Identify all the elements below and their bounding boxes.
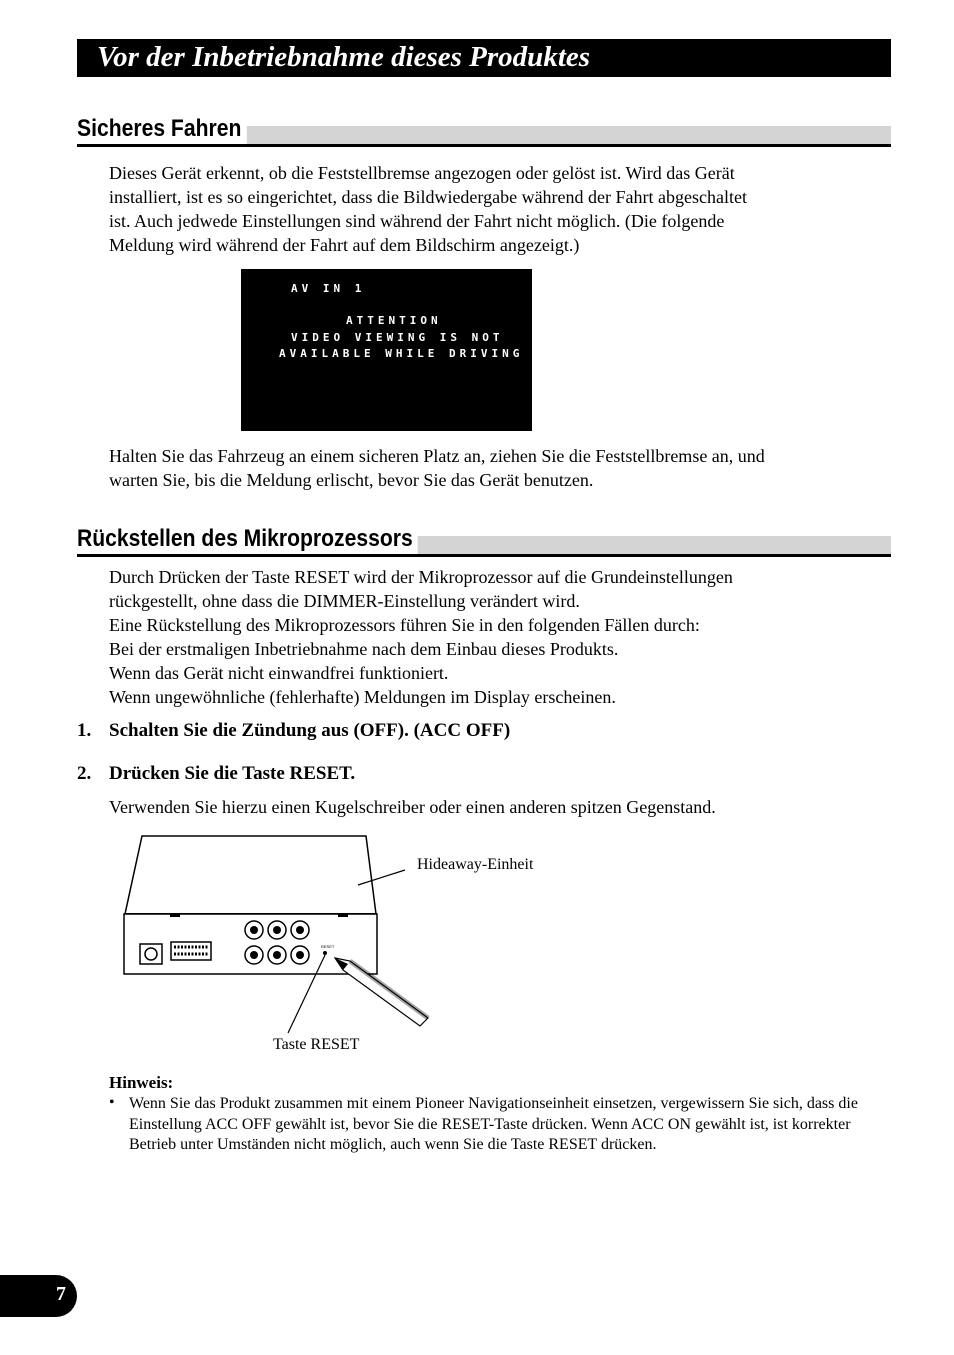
chapter-title-bar [77,39,891,77]
step-2 [77,763,355,785]
text-line: warten Sie, bis die Meldung erlischt, bevor Sie das Gerät benutzen. [109,470,594,490]
connector-icon [171,942,211,960]
step-2-detail [109,795,869,819]
text-line: installiert, ist es so eingerichtet, dass die Bildwiedergabe während der Fahrt abgeschaltet [109,187,747,207]
step-number: 1. [77,720,92,741]
note-label: Hinweis: [109,1073,174,1092]
parking-instruction-paragraph [109,444,869,492]
warning-screen-image [241,269,532,431]
screen-warning-line-2: AVAILABLE WHILE DRIVING [279,347,524,360]
page-number-tab [0,1275,77,1317]
power-jack-icon [140,944,162,964]
text-line: ist. Auch jedwede Einstellungen sind während der Fahrt nicht möglich. (Die folgende [109,211,725,231]
screen-attention-text: ATTENTION [346,314,442,327]
text-line: Bei der erstmaligen Inbetriebnahme nach dem Einbau dieses Produkts. [109,639,619,659]
section-heading-text: Sicheres Fahren [77,114,247,144]
pen-icon [335,958,428,1026]
text-line: Meldung wird während der Fahrt auf dem Bildschirm angezeigt.) [109,235,580,255]
unit-notch [338,914,348,917]
section-heading-reset-microprocessor [77,521,891,557]
note-block [109,1073,869,1153]
screen-warning-line-1: VIDEO VIEWING IS NOT [291,331,504,344]
bullet-marker: • [109,1094,115,1111]
step-1 [77,720,510,742]
page-number: 7 [56,1283,66,1305]
text-line: Halten Sie das Fahrzeug an einem sicheren Platz an, ziehen Sie die Feststellbremse an, und [109,446,765,466]
text-line: Wenn das Gerät nicht einwandfrei funktioniert. [109,663,449,683]
reset-button-icon[interactable] [323,951,327,955]
safe-driving-paragraph [109,161,869,257]
step-number: 2. [77,763,92,784]
chapter-title: Vor der Inbetriebnahme dieses Produktes [97,41,591,73]
text-line: Durch Drücken der Taste RESET wird der Mikroprozessor auf die Grundeinstellungen [109,567,733,587]
reset-button-label: Taste RESET [273,1036,360,1053]
screen-source-text: AV IN 1 [291,282,366,295]
section-heading-safe-driving [77,111,891,147]
text-line: Dieses Gerät erkennt, ob die Feststellbremse angezogen oder gelöst ist. Wird das Gerät [109,163,735,183]
reset-description-paragraph [109,565,869,709]
step-text: Drücken Sie die Taste RESET. [109,763,356,784]
section-heading-text: Rückstellen des Mikroprozessors [77,524,418,554]
text-line: Verwenden Sie hierzu einen Kugelschreiber oder einen anderen spitzen Gegenstand. [109,797,716,817]
unit-notch [170,914,180,917]
unit-top-face [125,836,376,914]
text-line: rückgestellt, ohne dass die DIMMER-Einstellung verändert wird. [109,591,580,611]
hideaway-unit-label: Hideaway-Einheit [417,856,534,873]
step-text: Schalten Sie die Zündung aus (OFF). (ACC OFF) [109,720,511,741]
text-line: Wenn ungewöhnliche (fehlerhafte) Meldungen im Display erscheinen. [109,687,616,707]
note-text: Wenn Sie das Produkt zusammen mit einem Pioneer Navigationseinheit einsetzen, vergewissern Sie sich, dass die Einstellung ACC OFF gewählt ist, bevor Sie die RESET-Taste drücken. Wenn ACC ON gewählt ist, ist korrekter Betrieb unter Umständen nicht möglich, auch wenn Sie die Taste RESET drücken. [129,1095,858,1153]
text-line: Eine Rückstellung des Mikroprozessors führen Sie in den folgenden Fällen durch: [109,615,700,635]
device-reset-label: RESET [321,944,335,949]
